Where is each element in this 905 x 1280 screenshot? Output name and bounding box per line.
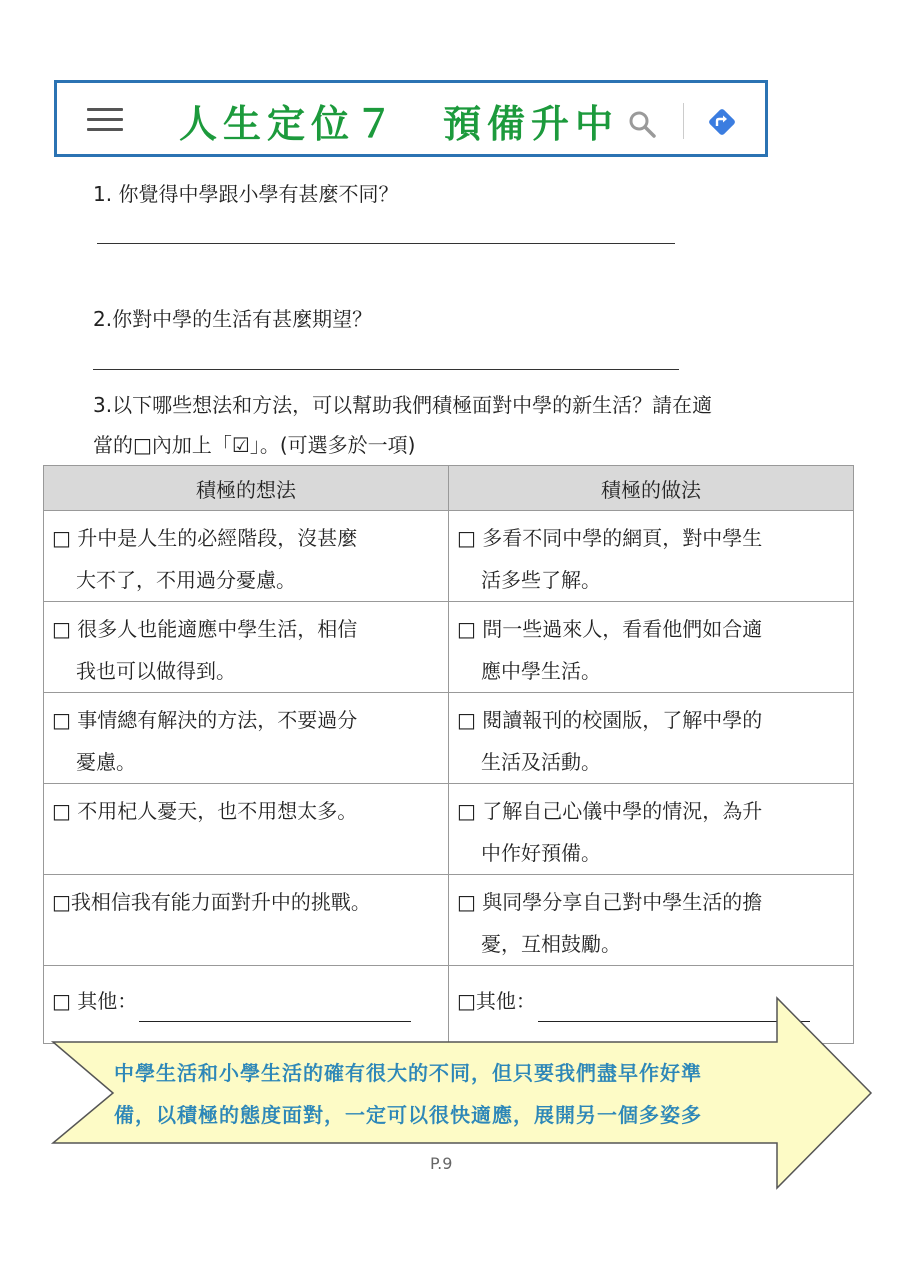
thought-option[interactable] [44,511,449,602]
question-3 [93,385,853,465]
option-line: 應中學生活。 [481,659,601,683]
option-line: □ 很多人也能適應中學生活，相信 [52,617,358,641]
other-label: □其他： [457,989,536,1013]
question-2: 2.你對中學的生活有甚麼期望？ [93,307,373,331]
table-row [44,784,854,875]
page-title: 人生定位７ 預備升中 [179,101,620,146]
option-line: □ 升中是人生的必經階段，沒甚麼 [52,526,358,550]
other-label: □ 其他： [52,989,138,1013]
table-row [44,511,854,602]
directions-icon[interactable] [707,107,737,137]
hamburger-menu-icon[interactable] [87,108,123,132]
action-option[interactable] [449,602,854,693]
option-line: □ 與同學分享自己對中學生活的擔 [457,890,763,914]
answer-line-2[interactable] [93,369,679,370]
search-icon[interactable] [627,109,657,139]
thought-option[interactable] [44,784,449,875]
action-option[interactable] [449,784,854,875]
bar-divider [683,103,684,139]
thought-option[interactable] [44,875,449,966]
option-line: □ 事情總有解決的方法，不要過分 [52,708,358,732]
option-line: □ 不用杞人憂天，也不用想太多。 [52,799,358,823]
option-line: □ 閱讀報刊的校園版，了解中學的 [457,708,763,732]
question-1: 1. 你覺得中學跟小學有甚麼不同？ [93,182,399,206]
summary-text [114,1052,814,1136]
option-line: 憂，互相鼓勵。 [481,932,621,956]
question-3-line-2: 當的□內加上「☑」。(可選多於一項) [93,433,416,457]
option-line: 我也可以做得到。 [76,659,236,683]
choices-table [43,465,854,1044]
table-row [44,875,854,966]
option-line: 生活及活動。 [481,750,601,774]
summary-line-1: 中學生活和小學生活的確有很大的不同，但只要我們盡早作好準 [114,1061,702,1085]
answer-line-1[interactable] [97,243,675,244]
summary-line-2: 備，以積極的態度面對，一定可以很快適應，展開另一個多姿多 [114,1103,702,1127]
header-positive-thoughts: 積極的想法 [44,466,449,511]
table-row [44,693,854,784]
option-line: 中作好預備。 [481,841,601,865]
title-search-bar [54,80,768,157]
option-line: 憂慮。 [76,750,136,774]
header-positive-actions: 積極的做法 [449,466,854,511]
page-number: P.9 [430,1154,453,1173]
question-3-line-1: 3.以下哪些想法和方法，可以幫助我們積極面對中學的新生活？請在適 [93,393,713,417]
table-header-row [44,466,854,511]
table-row [44,602,854,693]
action-option[interactable] [449,693,854,784]
option-line: □ 了解自己心儀中學的情況，為升 [457,799,763,823]
option-line: □ 問一些過來人，看看他們如合適 [457,617,763,641]
option-line: 活多些了解。 [481,568,601,592]
action-option[interactable] [449,875,854,966]
thought-option[interactable] [44,693,449,784]
option-line: □我相信我有能力面對升中的挑戰。 [52,890,371,914]
action-option[interactable] [449,511,854,602]
thought-option[interactable] [44,602,449,693]
option-line: □ 多看不同中學的網頁，對中學生 [457,526,763,550]
option-line: 大不了，不用過分憂慮。 [76,568,296,592]
